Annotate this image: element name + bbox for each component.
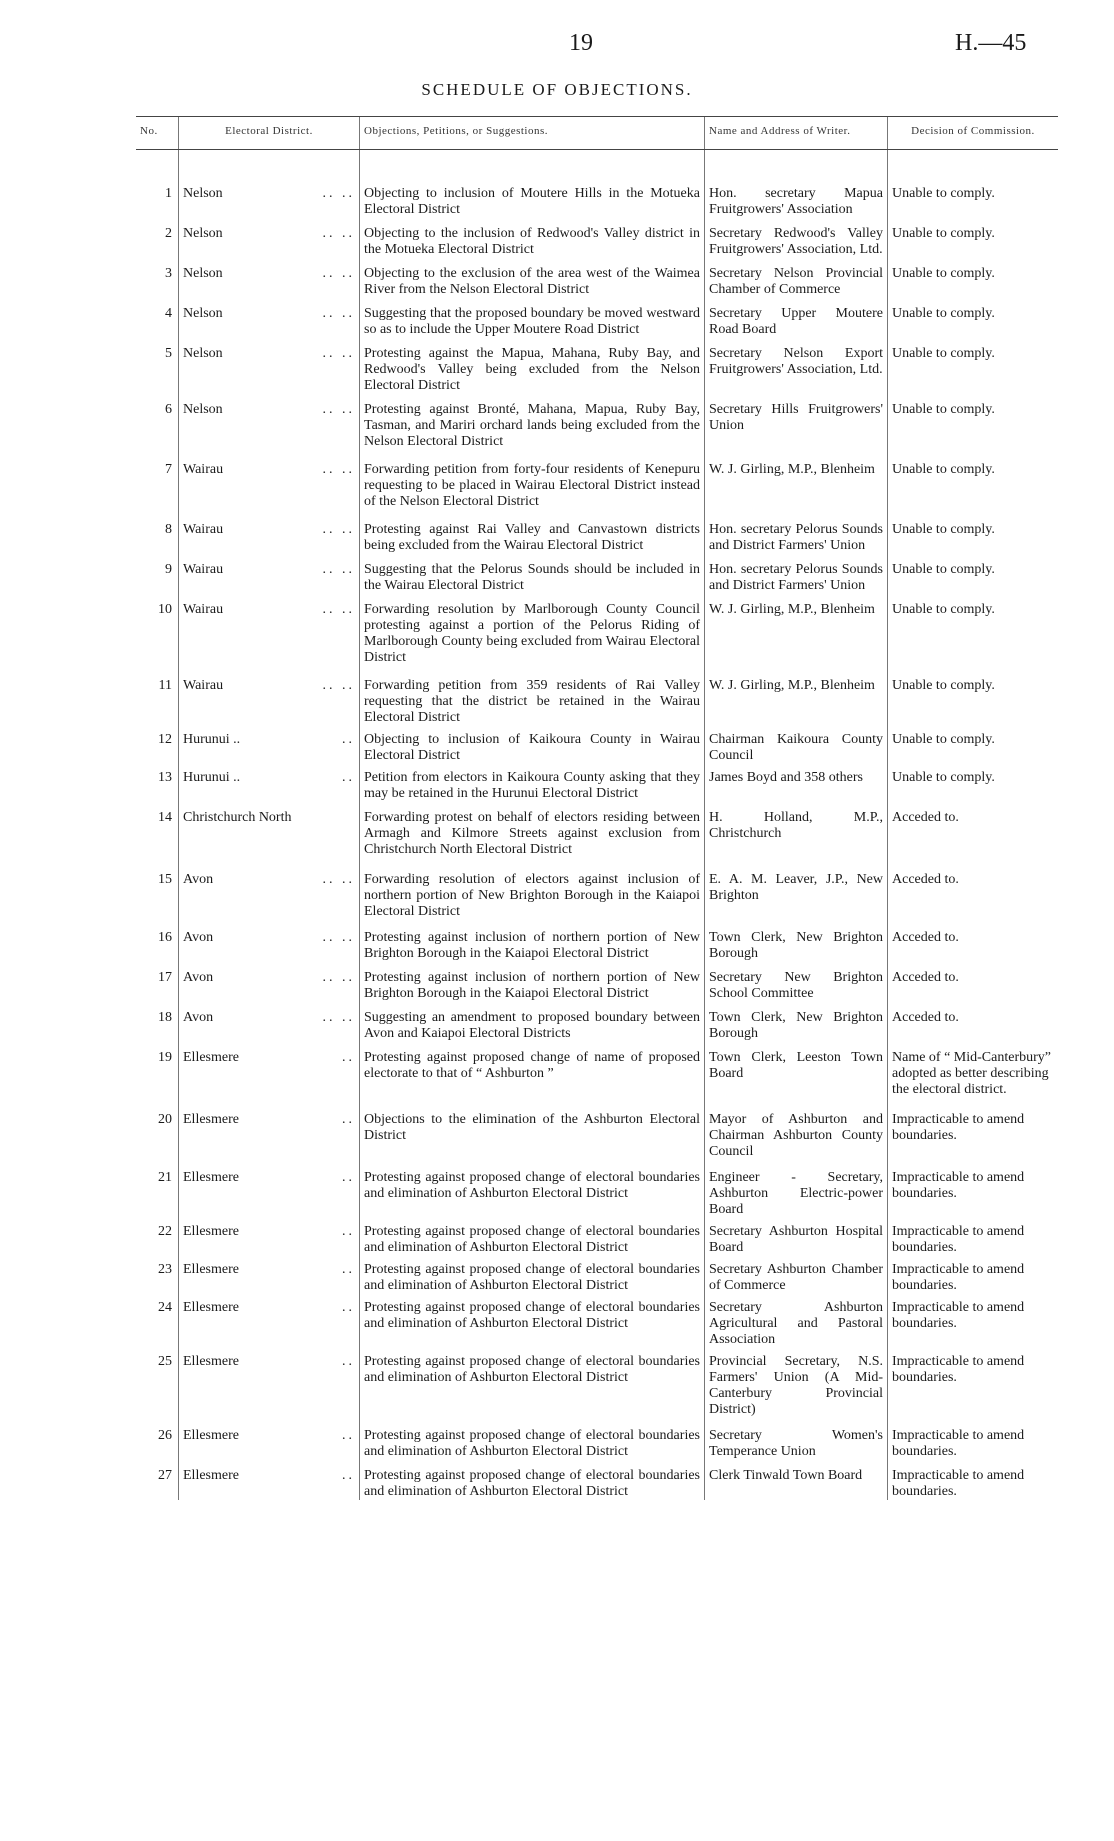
- electoral-district-cell: [179, 1348, 360, 1418]
- electoral-district: Wairau: [183, 522, 224, 538]
- writer-name-address: Secretary Hills Fruitgrowers' Union: [705, 394, 888, 450]
- objection-text: Petition from electors in Kaikoura County asking that they may be retained in the Hurunui Electoral District: [360, 764, 705, 802]
- row-number: 12: [158, 732, 172, 748]
- commission-decision: Unable to comply.: [888, 218, 1059, 258]
- writer-name-address: Secretary Ashburton Agricultural and Pastoral Association: [705, 1294, 888, 1348]
- commission-decision: Unable to comply.: [888, 726, 1059, 764]
- row-number: 14: [158, 810, 172, 826]
- commission-decision: Impracticable to amend boundaries.: [888, 1418, 1059, 1460]
- column-header-no: No.: [136, 117, 179, 150]
- writer-name-address: Provincial Secretary, N.S. Farmers' Union (A Mid-Canterbury Provincial District): [705, 1348, 888, 1418]
- objection-text: Protesting against proposed change of electoral boundaries and elimination of Ashburton Electoral District: [360, 1218, 705, 1256]
- electoral-district-cell: [179, 1256, 360, 1294]
- writer-name-address: E. A. M. Leaver, J.P., New Brighton: [705, 858, 888, 920]
- electoral-district-cell: [179, 666, 360, 726]
- row-number: 24: [158, 1300, 172, 1316]
- row-number: 3: [165, 266, 172, 282]
- leader-dots: ..: [342, 770, 355, 786]
- writer-name-address: Secretary Ashburton Hospital Board: [705, 1218, 888, 1256]
- table-row: [136, 802, 1058, 858]
- objection-text: Forwarding petition from 359 residents of Rai Valley requesting that the district be retained in the Wairau Electoral District: [360, 666, 705, 726]
- electoral-district-cell: [179, 1098, 360, 1160]
- commission-decision: Unable to comply.: [888, 594, 1059, 666]
- electoral-district-cell: [179, 394, 360, 450]
- writer-name-address: Engineer - Secretary, Ashburton Electric-power Board: [705, 1160, 888, 1218]
- table-row: [136, 962, 1058, 1002]
- table-header-row: [136, 117, 1058, 150]
- writer-name-address: James Boyd and 358 others: [705, 764, 888, 802]
- electoral-district: Avon: [183, 872, 214, 888]
- leader-dots: .. ..: [322, 346, 355, 362]
- commission-decision: Impracticable to amend boundaries.: [888, 1348, 1059, 1418]
- electoral-district-cell: [179, 450, 360, 510]
- objection-text: Protesting against proposed change of electoral boundaries and elimination of Ashburton Electoral District: [360, 1460, 705, 1500]
- objection-text: Protesting against Rai Valley and Canvastown districts being excluded from the Wairau Electoral District: [360, 510, 705, 554]
- electoral-district-cell: [179, 726, 360, 764]
- document-code: H.—45: [955, 30, 1027, 56]
- leader-dots: .. ..: [322, 462, 355, 478]
- commission-decision: Impracticable to amend boundaries.: [888, 1218, 1059, 1256]
- electoral-district-cell: [179, 1418, 360, 1460]
- leader-dots: .. ..: [322, 402, 355, 418]
- electoral-district-cell: [179, 1042, 360, 1098]
- table-row: [136, 1294, 1058, 1348]
- commission-decision: Impracticable to amend boundaries.: [888, 1256, 1059, 1294]
- writer-name-address: Secretary New Brighton School Committee: [705, 962, 888, 1002]
- electoral-district-cell: [179, 962, 360, 1002]
- writer-name-address: Secretary Upper Moutere Road Board: [705, 298, 888, 338]
- electoral-district: Ellesmere: [183, 1428, 239, 1444]
- writer-name-address: Secretary Nelson Provincial Chamber of Commerce: [705, 258, 888, 298]
- leader-dots: .. ..: [322, 872, 355, 888]
- writer-name-address: Clerk Tinwald Town Board: [705, 1460, 888, 1500]
- row-number: 11: [158, 678, 172, 694]
- table-row: [136, 1160, 1058, 1218]
- commission-decision: Acceded to.: [888, 920, 1059, 962]
- electoral-district-cell: [179, 594, 360, 666]
- table-row: [136, 1002, 1058, 1042]
- electoral-district-cell: [179, 298, 360, 338]
- electoral-district-cell: [179, 858, 360, 920]
- electoral-district-cell: [179, 1460, 360, 1500]
- objection-text: Forwarding protest on behalf of electors residing between Armagh and Kilmore Streets against exclusion from Christchurch North Electoral District: [360, 802, 705, 858]
- objection-text: Protesting against proposed change of electoral boundaries and elimination of Ashburton Electoral District: [360, 1294, 705, 1348]
- objection-text: Suggesting that the Pelorus Sounds should be included in the Wairau Electoral District: [360, 554, 705, 594]
- commission-decision: Unable to comply.: [888, 258, 1059, 298]
- table-row: [136, 594, 1058, 666]
- table-row: [136, 510, 1058, 554]
- row-number: 18: [158, 1010, 172, 1026]
- electoral-district-cell: [179, 1218, 360, 1256]
- writer-name-address: W. J. Girling, M.P., Blenheim: [705, 594, 888, 666]
- row-number: 23: [158, 1262, 172, 1278]
- column-header-decision: Decision of Commission.: [888, 117, 1059, 150]
- objection-text: Objecting to inclusion of Moutere Hills in the Motueka Electoral District: [360, 150, 705, 219]
- electoral-district: Wairau: [183, 678, 224, 694]
- leader-dots: .. ..: [322, 306, 355, 322]
- electoral-district: Wairau: [183, 462, 224, 478]
- electoral-district: Ellesmere: [183, 1468, 239, 1484]
- table-row: [136, 920, 1058, 962]
- table-row: [136, 764, 1058, 802]
- objection-text: Forwarding resolution of electors against inclusion of northern portion of New Brighton Borough in the Kaiapoi Electoral District: [360, 858, 705, 920]
- commission-decision: Impracticable to amend boundaries.: [888, 1098, 1059, 1160]
- commission-decision: Unable to comply.: [888, 338, 1059, 394]
- commission-decision: Unable to comply.: [888, 298, 1059, 338]
- objections-table: [136, 116, 1058, 1500]
- table-row: [136, 1042, 1058, 1098]
- electoral-district: Ellesmere: [183, 1224, 239, 1240]
- objection-text: Objecting to the exclusion of the area west of the Waimea River from the Nelson Electoral District: [360, 258, 705, 298]
- row-number: 4: [165, 306, 172, 322]
- table-row: [136, 554, 1058, 594]
- electoral-district: Christchurch North: [183, 810, 292, 826]
- row-number: 20: [158, 1112, 172, 1128]
- row-number: 19: [158, 1050, 172, 1066]
- commission-decision: Unable to comply.: [888, 554, 1059, 594]
- row-number: 8: [165, 522, 172, 538]
- commission-decision: Unable to comply.: [888, 150, 1059, 219]
- leader-dots: .. ..: [322, 602, 355, 618]
- writer-name-address: Town Clerk, New Brighton Borough: [705, 1002, 888, 1042]
- electoral-district: Ellesmere: [183, 1112, 239, 1128]
- objection-text: Suggesting that the proposed boundary be moved westward so as to include the Upper Moutere Road District: [360, 298, 705, 338]
- objection-text: Objecting to the inclusion of Redwood's Valley district in the Motueka Electoral District: [360, 218, 705, 258]
- row-number: 17: [158, 970, 172, 986]
- leader-dots: ..: [342, 1468, 355, 1484]
- leader-dots: .. ..: [322, 1010, 355, 1026]
- table-row: [136, 1218, 1058, 1256]
- column-header-writer: Name and Address of Writer.: [705, 117, 888, 150]
- table-row: [136, 394, 1058, 450]
- electoral-district: Nelson: [183, 306, 223, 322]
- table-row: [136, 1418, 1058, 1460]
- writer-name-address: Secretary Nelson Export Fruitgrowers' Association, Ltd.: [705, 338, 888, 394]
- writer-name-address: H. Holland, M.P., Christchurch: [705, 802, 888, 858]
- electoral-district-cell: [179, 920, 360, 962]
- leader-dots: .. ..: [322, 678, 355, 694]
- commission-decision: Name of “ Mid-Canterbury” adopted as better describing the electoral district.: [888, 1042, 1059, 1098]
- column-header-objection: Objections, Petitions, or Suggestions.: [360, 117, 705, 150]
- electoral-district: Avon: [183, 970, 214, 986]
- commission-decision: Acceded to.: [888, 802, 1059, 858]
- table-row: [136, 858, 1058, 920]
- table-row: [136, 450, 1058, 510]
- electoral-district-cell: [179, 1002, 360, 1042]
- leader-dots: .. ..: [322, 266, 355, 282]
- objection-text: Protesting against proposed change of electoral boundaries and elimination of Ashburton Electoral District: [360, 1348, 705, 1418]
- commission-decision: Impracticable to amend boundaries.: [888, 1160, 1059, 1218]
- electoral-district-cell: [179, 258, 360, 298]
- row-number: 22: [158, 1224, 172, 1240]
- leader-dots: ..: [342, 1050, 355, 1066]
- objection-text: Protesting against proposed change of name of proposed electorate to that of “ Ashburton ”: [360, 1042, 705, 1098]
- table-row: [136, 150, 1058, 219]
- electoral-district-cell: [179, 338, 360, 394]
- electoral-district: Nelson: [183, 226, 223, 242]
- electoral-district: Ellesmere: [183, 1050, 239, 1066]
- leader-dots: .. ..: [322, 562, 355, 578]
- leader-dots: ..: [342, 1224, 355, 1240]
- electoral-district: Nelson: [183, 346, 223, 362]
- column-header-district: Electoral District.: [179, 117, 360, 150]
- electoral-district-cell: [179, 218, 360, 258]
- leader-dots: .. ..: [322, 970, 355, 986]
- commission-decision: Unable to comply.: [888, 394, 1059, 450]
- row-number: 25: [158, 1354, 172, 1370]
- leader-dots: .. ..: [322, 186, 355, 202]
- table-row: [136, 1256, 1058, 1294]
- row-number: 16: [158, 930, 172, 946]
- writer-name-address: W. J. Girling, M.P., Blenheim: [705, 450, 888, 510]
- electoral-district-cell: [179, 802, 360, 858]
- table-row: [136, 666, 1058, 726]
- electoral-district: Ellesmere: [183, 1354, 239, 1370]
- commission-decision: Acceded to.: [888, 962, 1059, 1002]
- row-number: 2: [165, 226, 172, 242]
- electoral-district: Avon: [183, 930, 214, 946]
- writer-name-address: Hon. secretary Mapua Fruitgrowers' Association: [705, 150, 888, 219]
- table-row: [136, 726, 1058, 764]
- commission-decision: Impracticable to amend boundaries.: [888, 1460, 1059, 1500]
- electoral-district: Hurunui ..: [183, 732, 241, 748]
- commission-decision: Unable to comply.: [888, 666, 1059, 726]
- table-row: [136, 298, 1058, 338]
- objection-text: Forwarding petition from forty-four residents of Kenepuru requesting to be placed in Wairau Electoral District instead of the Nelson Electoral District: [360, 450, 705, 510]
- row-number: 9: [165, 562, 172, 578]
- writer-name-address: Hon. secretary Pelorus Sounds and District Farmers' Union: [705, 554, 888, 594]
- row-number: 5: [165, 346, 172, 362]
- objection-text: Protesting against Bronté, Mahana, Mapua, Ruby Bay, Tasman, and Mariri orchard lands being excluded from the Nelson Electoral District: [360, 394, 705, 450]
- objection-text: Protesting against inclusion of northern portion of New Brighton Borough in the Kaiapoi Electoral District: [360, 920, 705, 962]
- objection-text: Objecting to inclusion of Kaikoura County in Wairau Electoral District: [360, 726, 705, 764]
- commission-decision: Unable to comply.: [888, 764, 1059, 802]
- row-number: 13: [158, 770, 172, 786]
- electoral-district: Hurunui ..: [183, 770, 241, 786]
- writer-name-address: Hon. secretary Pelorus Sounds and District Farmers' Union: [705, 510, 888, 554]
- row-number: 1: [165, 186, 172, 202]
- writer-name-address: W. J. Girling, M.P., Blenheim: [705, 666, 888, 726]
- electoral-district: Avon: [183, 1010, 214, 1026]
- leader-dots: ..: [342, 1428, 355, 1444]
- electoral-district-cell: [179, 554, 360, 594]
- table-row: [136, 258, 1058, 298]
- leader-dots: ..: [342, 1262, 355, 1278]
- electoral-district-cell: [179, 1160, 360, 1218]
- table-row: [136, 1098, 1058, 1160]
- row-number: 27: [158, 1468, 172, 1484]
- electoral-district: Wairau: [183, 602, 224, 618]
- row-number: 21: [158, 1170, 172, 1186]
- page-number: 19: [569, 30, 593, 56]
- leader-dots: ..: [342, 1170, 355, 1186]
- commission-decision: Acceded to.: [888, 858, 1059, 920]
- page-title: SCHEDULE OF OBJECTIONS.: [421, 80, 693, 99]
- electoral-district: Wairau: [183, 562, 224, 578]
- electoral-district-cell: [179, 1294, 360, 1348]
- commission-decision: Unable to comply.: [888, 450, 1059, 510]
- row-number: 10: [158, 602, 172, 618]
- objection-text: Protesting against the Mapua, Mahana, Ruby Bay, and Redwood's Valley being excluded from the Nelson Electoral District: [360, 338, 705, 394]
- objection-text: Protesting against proposed change of electoral boundaries and elimination of Ashburton Electoral District: [360, 1418, 705, 1460]
- electoral-district: Nelson: [183, 402, 223, 418]
- table-row: [136, 218, 1058, 258]
- electoral-district: Ellesmere: [183, 1262, 239, 1278]
- electoral-district: Nelson: [183, 266, 223, 282]
- table-row: [136, 338, 1058, 394]
- objection-text: Protesting against proposed change of electoral boundaries and elimination of Ashburton Electoral District: [360, 1160, 705, 1218]
- leader-dots: .. ..: [322, 930, 355, 946]
- writer-name-address: Secretary Redwood's Valley Fruitgrowers' Association, Ltd.: [705, 218, 888, 258]
- leader-dots: ..: [342, 1354, 355, 1370]
- table-row: [136, 1348, 1058, 1418]
- leader-dots: .. ..: [322, 226, 355, 242]
- objection-text: Protesting against proposed change of electoral boundaries and elimination of Ashburton Electoral District: [360, 1256, 705, 1294]
- writer-name-address: Secretary Women's Temperance Union: [705, 1418, 888, 1460]
- objection-text: Objections to the elimination of the Ashburton Electoral District: [360, 1098, 705, 1160]
- row-number: 6: [165, 402, 172, 418]
- electoral-district: Ellesmere: [183, 1170, 239, 1186]
- electoral-district: Ellesmere: [183, 1300, 239, 1316]
- table-row: [136, 1460, 1058, 1500]
- writer-name-address: Chairman Kaikoura County Council: [705, 726, 888, 764]
- electoral-district-cell: [179, 510, 360, 554]
- commission-decision: Acceded to.: [888, 1002, 1059, 1042]
- electoral-district-cell: [179, 150, 360, 219]
- writer-name-address: Mayor of Ashburton and Chairman Ashburton County Council: [705, 1098, 888, 1160]
- leader-dots: .. ..: [322, 522, 355, 538]
- row-number: 7: [165, 462, 172, 478]
- commission-decision: Unable to comply.: [888, 510, 1059, 554]
- writer-name-address: Town Clerk, Leeston Town Board: [705, 1042, 888, 1098]
- table-body: [136, 150, 1058, 1501]
- leader-dots: ..: [342, 732, 355, 748]
- leader-dots: ..: [342, 1112, 355, 1128]
- leader-dots: ..: [342, 1300, 355, 1316]
- objection-text: Forwarding resolution by Marlborough County Council protesting against a portion of the Pelorus Riding of Marlborough County being excluded from Wairau Electoral District: [360, 594, 705, 666]
- electoral-district: Nelson: [183, 186, 223, 202]
- electoral-district-cell: [179, 764, 360, 802]
- objection-text: Protesting against inclusion of northern portion of New Brighton Borough in the Kaiapoi Electoral District: [360, 962, 705, 1002]
- objection-text: Suggesting an amendment to proposed boundary between Avon and Kaiapoi Electoral Districts: [360, 1002, 705, 1042]
- commission-decision: Impracticable to amend boundaries.: [888, 1294, 1059, 1348]
- row-number: 15: [158, 872, 172, 888]
- writer-name-address: Town Clerk, New Brighton Borough: [705, 920, 888, 962]
- row-number: 26: [158, 1428, 172, 1444]
- writer-name-address: Secretary Ashburton Chamber of Commerce: [705, 1256, 888, 1294]
